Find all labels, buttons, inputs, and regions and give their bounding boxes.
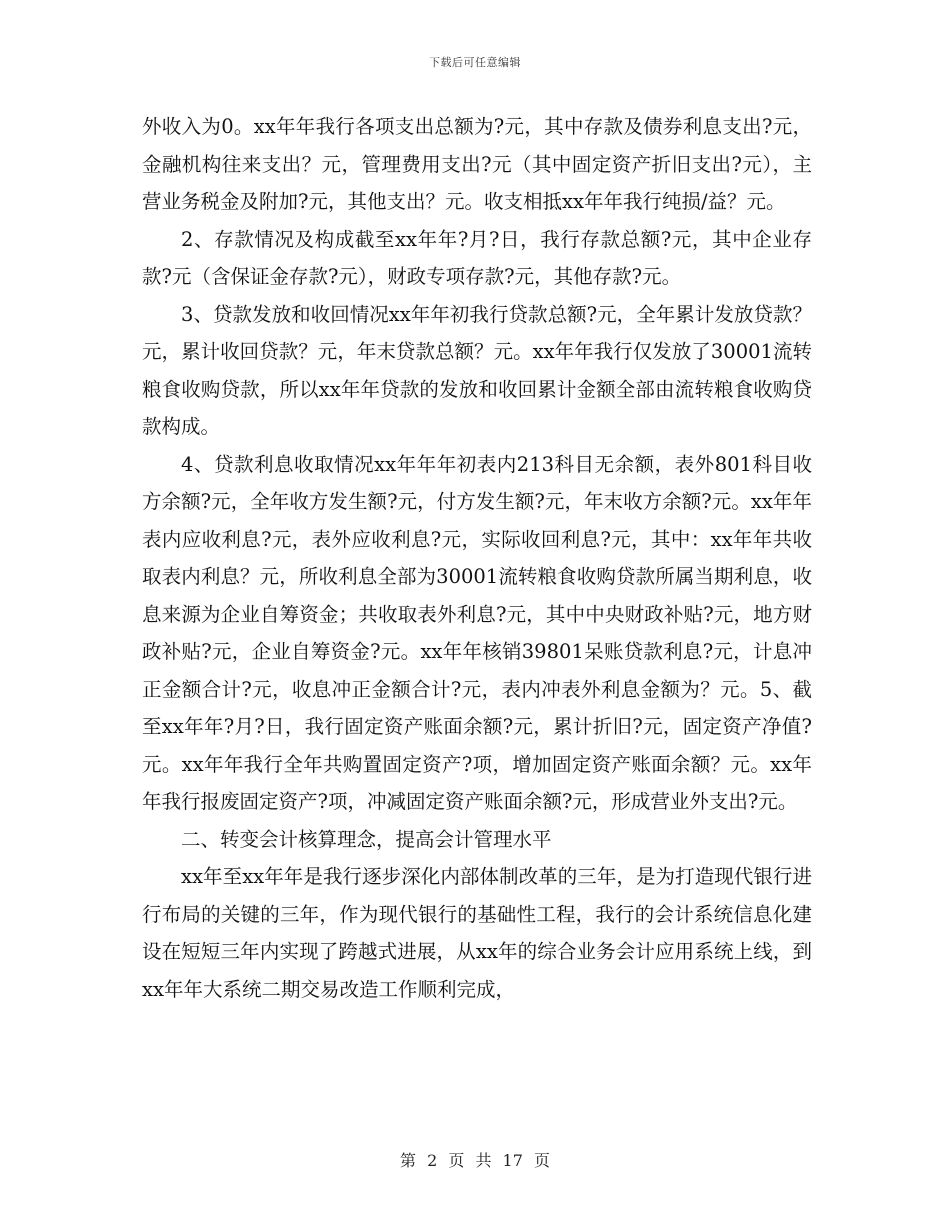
- section-heading: 二、转变会计核算理念，提高会计管理水平: [181, 827, 552, 851]
- paragraph-reform: xx年至xx年年是我行逐步深化内部体制改革的三年，是为打造现代银行进行布局的关键的三年，作为现代银行的基础性工程，我行的会计系统信息化建设在短短三年内实现了跨越式进展，从xx年的综合业务会计应用系统上线，到xx年年大系统二期交易改造工作顺利完成，: [142, 865, 812, 1001]
- page-header: 下载后可任意编辑: [429, 56, 521, 69]
- paragraph-income-expense: 外收入为0。xx年年我行各项支出总额为?元，其中存款及债券利息支出?元，金融机构往来支出？元，管理费用支出?元（其中固定资产折旧支出?元），主营业务税金及附加?元，其他支出？元。收支相抵xx年年我行纯损/益？元。: [142, 115, 812, 213]
- document-body: [142, 108, 812, 1008]
- page-number: 第 2 页 共 17 页: [400, 1151, 550, 1170]
- paragraph-loans: 3、贷款发放和收回情况xx年年初我行贷款总额?元，全年累计发放贷款？元，累计收回贷款？元，年末贷款总额？元。xx年年我行仅发放了30001流转粮食收购贷款，所以xx年年贷款的发放和收回累计金额全部由流转粮食收购贷款构成。: [142, 302, 812, 438]
- paragraph-deposits: 2、存款情况及构成截至xx年年?月?日，我行存款总额?元，其中企业存款?元（含保证金存款?元），财政专项存款?元，其他存款?元。: [142, 227, 812, 288]
- paragraph-loan-interest: 4、贷款利息收取情况xx年年年初表内213科目无余额，表外801科目收方余额?元，全年收方发生额?元，付方发生额?元，年末收方余额?元。xx年年表内应收利息?元，表外应收利息?元，实际收回利息?元，其中：xx年年共收取表内利息？元，所收利息全部为30001流转粮食收购贷款所属当期利息，收息来源为企业自筹资金；共收取表外利息?元，其中中央财政补贴?元，地方财政补贴?元，企业自筹资金?元。xx年年核销39801呆账贷款利息?元，计息冲正金额合计?元，收息冲正金额合计?元，表内冲表外利息金额为？元。5、截至xx年年?月?日，我行固定资产账面余额?元，累计折旧?元，固定资产净值?元。xx年年我行全年共购置固定资产?项，增加固定资产账面余额？元。xx年年我行报废固定资产?项，冲减固定资产账面余额?元，形成营业外支出?元。: [142, 452, 812, 813]
